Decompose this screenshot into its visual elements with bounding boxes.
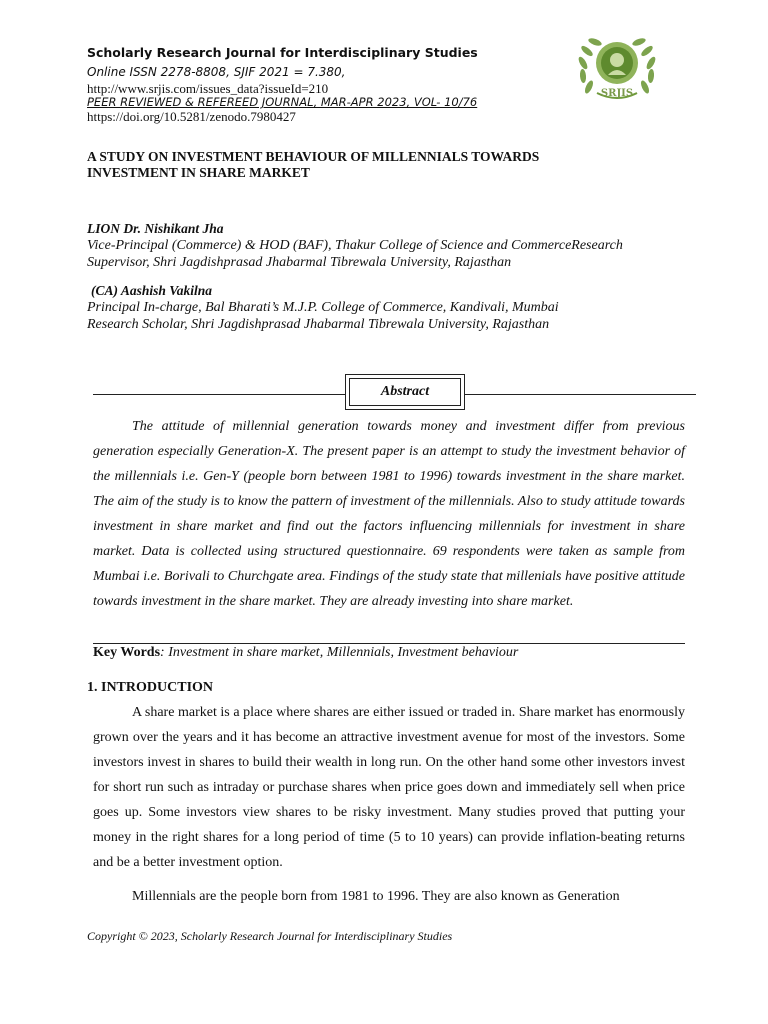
section-heading: 1. INTRODUCTION [87, 680, 214, 695]
author-affiliation: Supervisor, Shri Jagdishprasad Jhabarmal Tibrewala University, Rajasthan [87, 255, 512, 270]
logo-lettering: SRJIS [600, 88, 634, 99]
abstract-heading-box [345, 374, 465, 410]
journal-name: Scholarly Research Journal for Interdisciplinary Studies [87, 45, 478, 60]
author-name: LION Dr. Nishikant Jha [87, 221, 224, 236]
author-block-1 [87, 221, 707, 271]
copyright-footer: Copyright © 2023, Scholarly Research Journal for Interdisciplinary Studies [87, 929, 453, 943]
intro-paragraph-2: Millennials are the people born from 1981 to 1996. They are also known as Generation [132, 889, 620, 904]
journal-issn: Online ISSN 2278-8808, SJIF 2021 = 7.380, [87, 65, 346, 79]
doi-link[interactable]: https://doi.org/10.5281/zenodo.7980427 [87, 109, 296, 124]
author-block-2 [87, 283, 707, 333]
keywords [93, 645, 685, 661]
srjis-logo [575, 33, 659, 105]
abstract-text: The attitude of millennial generation towards money and investment differ from previous generation especially Generation-X. The present paper is an attempt to study the investment behavior of the millennials i.e. Gen-Y (people born between 1981 to 1996) towards investment in the share market. The aim of the study is to know the pattern of investment of the millennials. Also to study attitude towards investment in share market and find out the factors influencing millennials for investment in share market. Data is collected using structured questionnaire. 69 respondents were taken as sample from Mumbai i.e. Borivali to Churchgate area. Findings of the study state that millenials have positive attitude towards investment in the share market. They are already investing into share market. [93, 419, 685, 609]
journal-url-link[interactable]: http://www.srjis.com/issues_data?issueId=210 [87, 81, 329, 96]
author-affiliation: Principal In-charge, Bal Bharati’s M.J.P. College of Commerce, Kandivali, Mumbai [87, 300, 559, 315]
paper-title-line-2: INVESTMENT IN SHARE MARKET [87, 165, 310, 180]
author-affiliation: Research Scholar, Shri Jagdishprasad Jhabarmal Tibrewala University, Rajasthan [87, 317, 550, 332]
keywords-label: Key Words [93, 645, 161, 660]
keywords-rule [93, 643, 685, 644]
abstract-rule-right [465, 394, 696, 395]
abstract-rule-left [93, 394, 345, 395]
abstract-heading: Abstract [349, 378, 461, 406]
intro-paragraph-1: A share market is a place where shares are either issued or traded in. Share market has enormously grown over the years and it has become an attractive investment avenue for most of the investors. Some investors invest in shares to build their wealth in long run. On the other hand some other investors invest for short run such as intraday or purchase shares when price goes down and immediately sell when price goes up. Some investors view shares to be risky investment. Many studies proved that putting your money in the right shares for a long period of time (5 to 10 years) can provide inflation-beating returns and be a better investment option. [93, 705, 685, 870]
paper-title-line-1: A STUDY ON INVESTMENT BEHAVIOUR OF MILLENNIALS TOWARDS [87, 149, 540, 164]
author-name: (CA) Aashish Vakilna [91, 283, 213, 298]
paper-title [87, 149, 687, 181]
journal-peer-review: PEER REVIEWED & REFEREED JOURNAL, MAR-APR 2023, VOL- 10/76 [87, 95, 478, 109]
keywords-text: : Investment in share market, Millennials, Investment behaviour [160, 645, 519, 660]
author-affiliation: Vice-Principal (Commerce) & HOD (BAF), Thakur College of Science and CommerceResearch [87, 238, 623, 253]
